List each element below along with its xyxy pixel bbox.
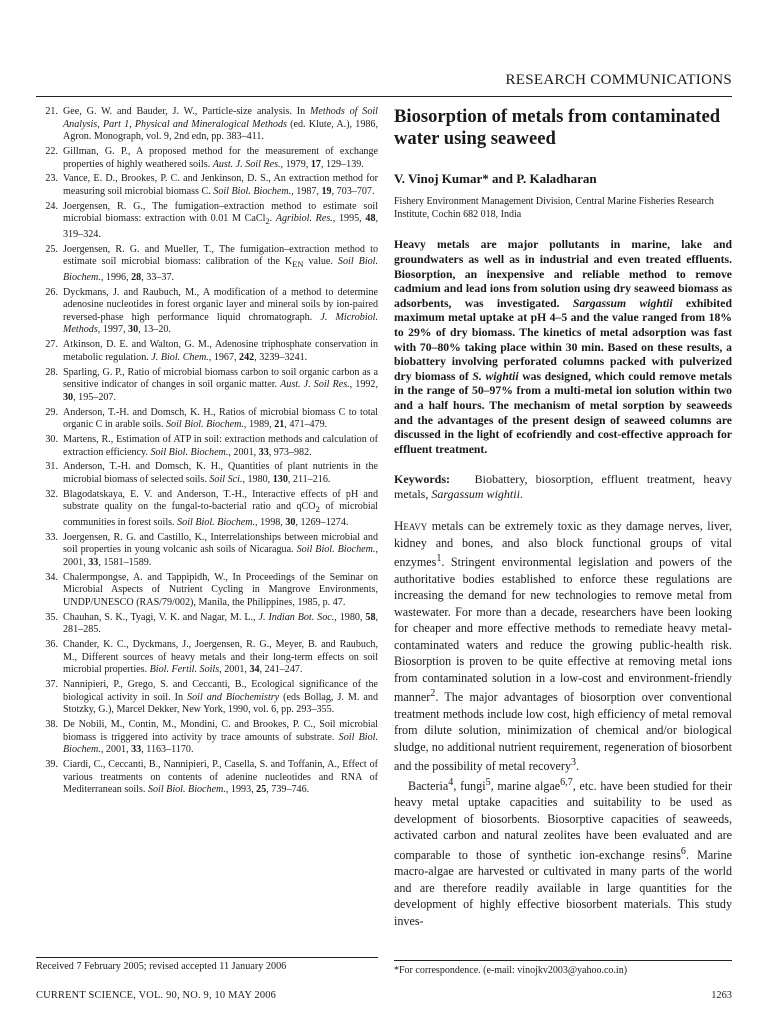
reference-text: Chander, K. C., Dyckmans, J., Joergensen, R. G., Meyer, B. and Raubuch, M., Different sources of heavy metals and their long-term effects on soil microbial properties. Biol. Fertil. Soils, 2001, 34, 241–247.	[63, 639, 378, 676]
keywords-label: Keywords:	[394, 472, 450, 487]
article-title: Biosorption of metals from contaminated water using seaweed	[394, 106, 721, 149]
reference-number: 21.	[45, 106, 58, 117]
received-date: Received 7 February 2005; revised accepted 11 January 2006	[36, 957, 378, 972]
reference-number: 24.	[45, 200, 58, 212]
reference-item	[36, 201, 378, 242]
paragraph-1-text: metals can be extremely toxic as they damage nerves, liver, kidney and bones, and also block functional groups of vital enzymes$^1$. Stringent environmental legislation and powers of the authoritative bodies established to enforce these regulations are increasing the demand for new technologies to remove metal from wastewater. For more than a decade, researchers have been looking for cheaper and more effective methods to remediate heavy metal-contaminated waters and reduce the growing public-health risk. Biosorption is proven to be quite effective at removing metal ions from contaminated solution in a low-cost and environment-friendly manner$^2$. The major advantages of biosorption over conventional treatment methods include low cost, high efficiency of metal removal from dilute solution, minimization of chemical and/or biological sludge, no additional nutrient requirement, regeneration of biosorbent and the possibility of metal recovery$^3$.	[394, 519, 732, 774]
reference-item	[36, 339, 378, 364]
reference-number: 26.	[45, 286, 58, 298]
correspondence-footnote: *For correspondence. (e-mail: vinojkv2003@yahoo.co.in)	[394, 960, 732, 976]
reference-item	[36, 679, 378, 717]
reference-number: 22.	[45, 145, 58, 157]
reference-item	[36, 287, 378, 337]
reference-text: Joergensen, R. G., The fumigation–extraction method to estimate soil microbial biomass: extraction with 0.01 M CaCl$_2$. Agribiol. Res., 1995, 48, 319–324.	[63, 200, 379, 240]
reference-item	[36, 532, 378, 570]
reference-text: Joergensen, R. G. and Mueller, T., The fumigation–extraction method to estimate soil microbial biomass: calibration of the $K_{EN}$ value. Soil Biol. Biochem., 1996, 28, 33–37.	[63, 243, 379, 283]
body-text	[394, 518, 732, 929]
reference-list	[36, 106, 378, 799]
reference-number: 37.	[45, 678, 58, 690]
reference-item	[36, 612, 378, 637]
reference-item	[36, 146, 378, 171]
reference-number: 33.	[45, 531, 58, 543]
reference-item	[36, 106, 378, 144]
reference-text: Ciardi, C., Ceccanti, B., Nannipieri, P., Casella, S. and Toffanin, A., Effect of various treatments on contents of adenine nucleotides and RNA of Mediterranean soils. Soil Biol. Biochem., 1993, 25, 739–746.	[63, 758, 378, 796]
reference-number: 29.	[45, 406, 58, 418]
reference-text: Blagodatskaya, E. V. and Anderson, T.-H., Interactive effects of pH and substrate quality on the fungal-to-bacterial ratio and qCO$_2$ of microbial communities in forest soils. Soil Biol. Biochem., 1998, 30, 1269–1274.	[63, 488, 378, 528]
header-rule	[36, 96, 732, 97]
reference-number: 28.	[45, 366, 58, 378]
keywords-list: Biobattery, biosorption, effluent treatment, heavy metals, Sargassum wightii.	[394, 472, 733, 502]
body-paragraph-2: Bacteria$^4$, fungi$^5$, marine algae$^{6,7}$, etc. have been studied for their heavy metal uptake capacities and suitability to be used as development of biosorbents. Biosorptive capacities of seaweeds, activated carbon and natural zeolites have been evaluated and are comparable to those of synthetic ion-exchange resins$^6$. Marine macro-algae are harvested or cultivated in many parts of the world and are therefore readily available in large quantities for the development of highly effective biosorbent materials. This study inves-	[394, 776, 732, 928]
keywords	[394, 472, 732, 502]
running-header: RESEARCH COMMUNICATIONS	[505, 72, 732, 88]
abstract: Heavy metals are major pollutants in marine, lake and groundwaters as well as in industrial and even treated effluents. Biosorption, an inexpensive and reliable method to remove cadmium and lead ions from solution using dry seaweed biomass as adsorbents, was investigated. Sargassum wightii exhibited maximum metal uptake at pH 4–5 and the value ranged from 18% to 29% of dry biomass. The kinetics of metal adsorption was fast with 70–80% taking place within 30 min. Based on these results, a biobattery involving perforated columns packed with pulverized dry biomass of S. wightii was designed, which could remove metals in the range of 50–97% from a multi-metal ion solution within two and a half hours. The mechanism of metal sorption by seaweeds and the advantages of the present design of seaweed columns are discussed in the light of ecofriendly and cost-effective approach for effluent treatment.	[394, 238, 732, 456]
reference-item	[36, 407, 378, 432]
reference-number: 38.	[45, 718, 58, 730]
reference-number: 34.	[45, 571, 58, 583]
reference-text: Gee, G. W. and Bauder, J. W., Particle-size analysis. In Methods of Soil Analysis, Part 1, Physical and Mineralogical Methods (ed. Klute, A.), 1986, Agron. Monograph, vol. 9, 2nd edn, pp. 383–411.	[63, 106, 378, 143]
reference-text: Vance, E. D., Brookes, P. C. and Jenkinson, D. S., An extraction method for measuring soil microbial biomass C. Soil Biol. Biochem., 1987, 19, 703–707.	[63, 173, 378, 197]
reference-item	[36, 719, 378, 757]
reference-number: 25.	[45, 243, 58, 255]
reference-number: 31.	[45, 461, 58, 473]
author-affiliation: Fishery Environment Management Division, Central Marine Fisheries Research Institute, Cochin 682 018, India	[394, 196, 714, 220]
reference-item	[36, 367, 378, 405]
reference-number: 30.	[45, 433, 58, 445]
reference-number: 32.	[45, 488, 58, 500]
article-column	[394, 106, 732, 929]
journal-footer: CURRENT SCIENCE, VOL. 90, NO. 9, 10 MAY 2006	[36, 990, 277, 1001]
reference-text: Chalermpongse, A. and Tappipidh, W., In Proceedings of the Seminar on Microbial Aspects of Nutrient Cycling in Mangrove Environments, UNDP/UNESCO (RAS/79/002), Manila, the Philippines, 1985, p. 47.	[63, 571, 378, 608]
reference-text: Anderson, T.-H. and Domsch, K. H., Quantities of plant nutrients in the microbial biomass of selected soils. Soil Sci., 1980, 130, 211–216.	[63, 461, 378, 485]
reference-text: Chauhan, S. K., Tyagi, V. K. and Nagar, M. L., J. Indian Bot. Soc., 1980, 58, 281–285.	[63, 611, 379, 636]
reference-item	[36, 461, 378, 486]
reference-text: Gillman, G. P., A proposed method for the measurement of exchange properties of highly weathered soils. Aust. J. Soil Res., 1979, 17, 129–139.	[63, 145, 378, 170]
reference-item	[36, 639, 378, 677]
reference-number: 39.	[45, 758, 58, 770]
reference-number: 23.	[45, 173, 58, 185]
reference-text: Sparling, G. P., Ratio of microbial biomass carbon to soil organic carbon as a sensitive indicator of changes in soil organic matter. Aust. J. Soil Res., 1992, 30, 195–207.	[63, 366, 378, 403]
reference-item	[36, 759, 378, 797]
reference-text: Atkinson, D. E. and Walton, G. M., Adenosine triphosphate conservation in metabolic regulation. J. Biol. Chem., 1967, 242, 3239–3241.	[63, 339, 378, 363]
reference-text: Martens, R., Estimation of ATP in soil: extraction methods and calculation of extraction efficiency. Soil Biol. Biochem., 2001, 33, 973–982.	[63, 433, 378, 458]
reference-text: Anderson, T.-H. and Domsch, K. H., Ratios of microbial biomass C to total organic C in arable soils. Soil Biol. Biochem., 1989, 21, 471–479.	[63, 406, 378, 431]
reference-item	[36, 434, 378, 459]
reference-item	[36, 244, 378, 285]
body-paragraph-1	[394, 518, 732, 775]
reference-item	[36, 489, 378, 530]
reference-text: De Nobili, M., Contin, M., Mondini, C. and Brookes, P. C., Soil microbial biomass is triggered into activity by trace amounts of substrate. Soil Biol. Biochem., 2001, 33, 1163–1170.	[63, 718, 378, 756]
reference-text: Dyckmans, J. and Raubuch, M., A modification of a method to determine adenosine nucleotides in forest organic layer and mineral soils by ion-paired reversed-phase high performance liquid chromatograph. J. Microbiol. Methods, 1997, 30, 13–20.	[63, 286, 379, 336]
reference-item	[36, 173, 378, 198]
lead-word: Heavy	[394, 518, 428, 534]
reference-number: 27.	[45, 339, 58, 351]
page-number: 1263	[711, 990, 732, 1001]
reference-number: 36.	[45, 639, 58, 651]
reference-text: Joergensen, R. G. and Castillo, K., Interrelationships between microbial and soil properties in young volcanic ash soils of Nicaragua. Soil Biol. Biochem., 2001, 33, 1581–1589.	[63, 531, 378, 568]
reference-text: Nannipieri, P., Grego, S. and Ceccanti, B., Ecological significance of the biological activity in soil. In Soil and Biochemistry (eds Bollag, J. M. and Stotzky, G.), Marcel Dekker, New York, 1990, vol. 6, pp. 293–355.	[63, 678, 378, 716]
article-authors: V. Vinoj Kumar* and P. Kaladharan	[394, 171, 597, 186]
reference-item	[36, 572, 378, 610]
reference-number: 35.	[45, 611, 58, 623]
